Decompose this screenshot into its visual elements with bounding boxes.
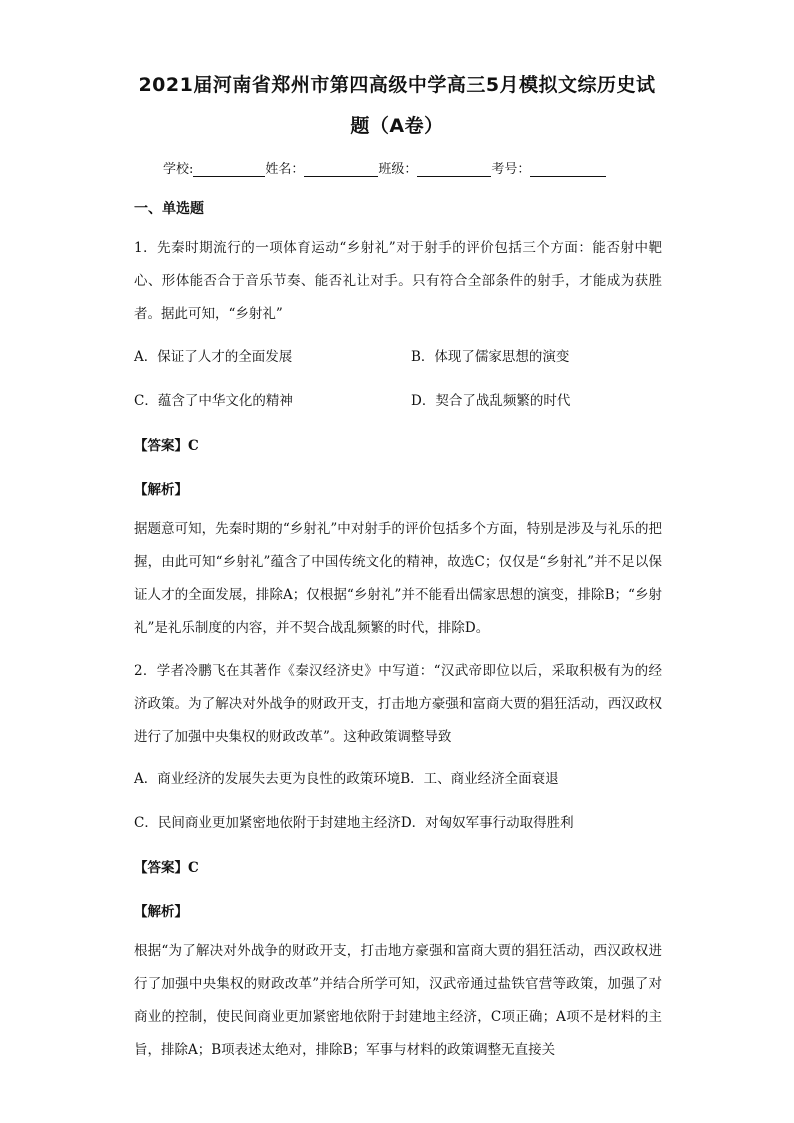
q2-analysis: 根据“为了解决对外战争的财政开支，打击地方豪强和富商大贾的猖狂活动，西汉政权进行了加强中央集权的财政改革”并结合所学可知，汉武帝通过盐铁官营等政策，加强了对商业的控制，使民间商业更加紧密地依附于封建地主经济，C项正确；A项不是材料的主旨，排除A；B项表述太绝对，排除B；军事与材料的政策调整无直接关 — [134, 943, 662, 1058]
q1-option-b: B．体现了儒家思想的演变 — [411, 349, 570, 365]
q2-analysis-tag: 【解析】 — [134, 904, 188, 920]
q2-answer: 【答案】C — [134, 860, 199, 876]
name-blank[interactable] — [304, 162, 378, 177]
class-blank[interactable] — [417, 162, 491, 177]
q2-stem: 2．学者冷鹏飞在其著作《秦汉经济史》中写道：“汉武帝即位以后，采取积极有为的经济政策。为了解决对外战争的财政开支，打击地方豪强和富商大贾的猖狂活动，西汉政权进行了加强中央集权的财政改革”。这种政策调整导致 — [134, 663, 662, 745]
school-label: 学校: — [163, 162, 194, 177]
q2-options-cd: C．民间商业更加紧密地依附于封建地主经济D．对匈奴军事行动取得胜利 — [134, 815, 574, 831]
number-blank[interactable] — [530, 162, 606, 177]
q1-stem: 1．先秦时期流行的一项体育运动“乡射礼”对于射手的评价包括三个方面：能否射中靶心、形体能否合于音乐节奏、能否礼让对手。只有符合全部条件的射手，才能成为获胜者。据此可知，“乡射礼” — [134, 240, 662, 322]
student-info-row — [163, 158, 606, 177]
school-blank[interactable] — [193, 162, 265, 177]
q2-options-ab: A．商业经济的发展失去更为良性的政策环境B．工、商业经济全面衰退 — [134, 771, 559, 787]
name-label: 姓名： — [265, 162, 305, 177]
q1-option-a: A．保证了人才的全面发展 — [134, 349, 293, 365]
q1-analysis: 据题意可知，先秦时期的“乡射礼”中对射手的评价包括多个方面，特别是涉及与礼乐的把握，由此可知“乡射礼”蕴含了中国传统文化的精神，故选C；仅仅是“乡射礼”并不足以保证人才的全面发展，排除A；仅根据“乡射礼”并不能看出儒家思想的演变，排除B；“乡射礼”是礼乐制度的内容，并不契合战乱频繁的时代，排除D。 — [134, 521, 662, 636]
doc-title-line1: 2021届河南省郑州市第四高级中学高三5月模拟文综历史试 — [138, 74, 656, 96]
number-label: 考号： — [491, 162, 531, 177]
section-title: 一、单选题 — [134, 201, 204, 217]
q1-answer: 【答案】C — [134, 438, 199, 454]
q1-analysis-tag: 【解析】 — [134, 482, 188, 498]
class-label: 班级： — [378, 162, 418, 177]
q1-option-c: C．蕴含了中华文化的精神 — [134, 393, 293, 409]
q1-option-d: D．契合了战乱频繁的时代 — [411, 393, 571, 409]
doc-title-line2: 题（A卷） — [350, 115, 444, 137]
